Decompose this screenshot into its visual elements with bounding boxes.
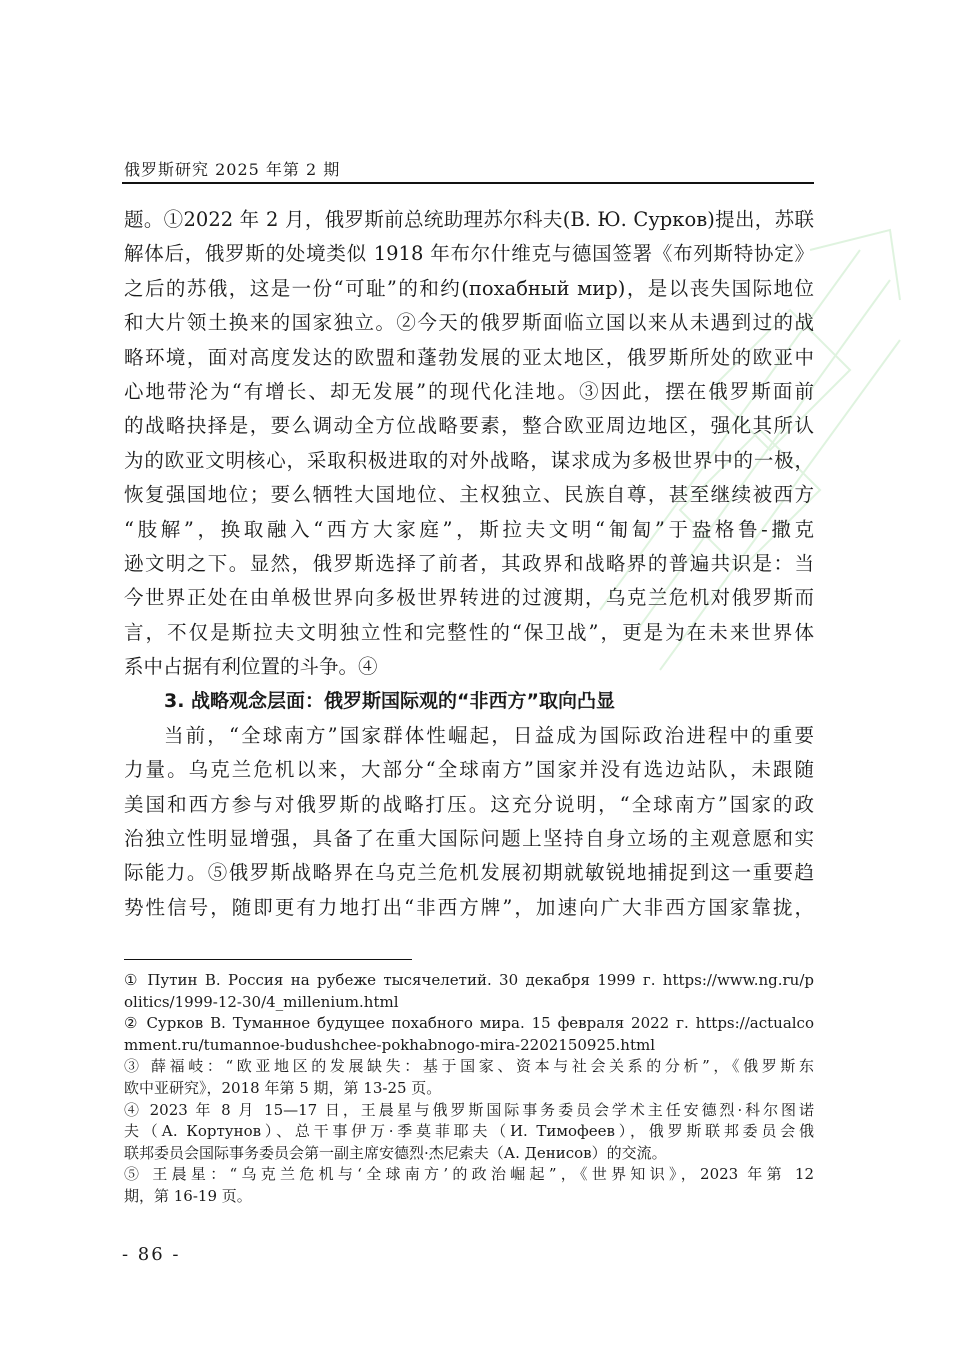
footnote-line: 欧中亚研究》，2018 年第 5 期，第 13-25 页。 xyxy=(124,1078,442,1097)
text-line: 言，不仅是斯拉夫文明独立性和完整性的“保卫战”，更是为在未来世界体 xyxy=(124,620,814,644)
text-line: 解体后，俄罗斯的处境类似 1918 年布尔什维克与德国签署《布列斯特协定》 xyxy=(124,242,814,266)
header-rule xyxy=(122,182,814,184)
text-line: 力量。乌克兰危机以来，大部分“全球南方”国家并没有选边站队，未跟随 xyxy=(124,758,814,782)
text-line: 势性信号，随即更有力地打出“非西方牌”，加速向广大非西方国家靠拢， xyxy=(124,895,814,919)
footnote-line: ① Путин В. Россия на рубеже тысячелетий. 30 декабря 1999 г. https://www.ng.ru/p xyxy=(124,971,814,989)
text-line: 美国和西方参与对俄罗斯的战略打压。这充分说明，“全球南方”国家的政 xyxy=(124,792,814,816)
footnote-line: 夫（А. Кортунов）、总干事伊万·季莫菲耶夫（И. Тимофеев），俄罗斯联邦委员会俄 xyxy=(124,1122,814,1141)
page-number: - 86 - xyxy=(122,1244,181,1265)
footnote-rule xyxy=(124,959,412,960)
text-line: 和大片领土换来的国家独立。②今天的俄罗斯面临立国以来从未遇到过的战 xyxy=(124,311,814,335)
text-line: 心地带沦为“有增长、却无发展”的现代化洼地。③因此，摆在俄罗斯面前 xyxy=(124,379,814,403)
text-line: 之后的苏俄，这是一份“可耻”的和约(похабный мир)，是以丧失国际地位 xyxy=(124,276,814,300)
text-line: 逊文明之下。显然，俄罗斯选择了前者，其政界和战略界的普遍共识是：当 xyxy=(124,551,814,575)
running-header: 俄罗斯研究 2025 年第 2 期 xyxy=(124,160,341,179)
text-line: 今世界正处在由单极世界向多极世界转进的过渡期，乌克兰危机对俄罗斯而 xyxy=(124,586,814,610)
footnote-line: olitics/1999-12-30/4_millenium.html xyxy=(124,992,399,1011)
section-heading: 3. 战略观念层面：俄罗斯国际观的“非西方”取向凸显 xyxy=(164,690,616,713)
text-line: “肢解”，换取融入“西方大家庭”，斯拉夫文明“匍匐”于盎格鲁-撒克 xyxy=(124,517,814,541)
footnote-line: ③ 薛福岐：“欧亚地区的发展缺失：基于国家、资本与社会关系的分析”，《俄罗斯东 xyxy=(124,1057,814,1076)
text-line: 为的欧亚文明核心，采取积极进取的对外战略，谋求成为多极世界中的一极， xyxy=(124,448,814,472)
text-line: 际能力。⑤俄罗斯战略界在乌克兰危机发展初期就敏锐地捕捉到这一重要趋 xyxy=(124,861,814,885)
text-line: 恢复强国地位；要么牺牲大国地位、主权独立、民族自尊，甚至继续被西方 xyxy=(124,483,814,507)
footnote-line: ⑤ 王晨星：“乌克兰危机与‘全球南方’的政治崛起”，《世界知识》，2023 年第 12 xyxy=(124,1165,814,1184)
text-line: 系中占据有利位置的斗争。④ xyxy=(124,655,378,679)
footnotes xyxy=(124,970,814,1208)
text-line: 当前，“全球南方”国家群体性崛起，日益成为国际政治进程中的重要 xyxy=(164,723,814,747)
body-text xyxy=(124,203,814,925)
text-line: 的战略抉择是，要么调动全方位战略要素，整合欧亚周边地区，强化其所认 xyxy=(124,414,814,438)
footnote-line: 期，第 16-19 页。 xyxy=(124,1186,252,1205)
footnote-line: ④ 2023 年 8 月 15—17 日，王晨星与俄罗斯国际事务委员会学术主任安德烈·科尔图诺 xyxy=(124,1100,814,1119)
footnote-line: mment.ru/tumannoe-budushchee-pokhabnogo-mira-2202150925.html xyxy=(124,1035,656,1054)
footnote-line: ② Сурков В. Туманное будущее похабного мира. 15 февраля 2022 г. https://actualco xyxy=(124,1014,814,1033)
text-line: 治独立性明显增强，具备了在重大国际问题上坚持自身立场的主观意愿和实 xyxy=(124,827,814,851)
text-line: 题。①2022 年 2 月，俄罗斯前总统助理苏尔科夫(В. Ю. Сурков)提出，苏联 xyxy=(124,208,814,231)
text-line: 略环境，面对高度发达的欧盟和蓬勃发展的亚太地区，俄罗斯所处的欧亚中 xyxy=(124,345,814,369)
footnote-line: 联邦委员会国际事务委员会第一副主席安德烈·杰尼索夫（А. Денисов）的交流。 xyxy=(124,1143,667,1162)
